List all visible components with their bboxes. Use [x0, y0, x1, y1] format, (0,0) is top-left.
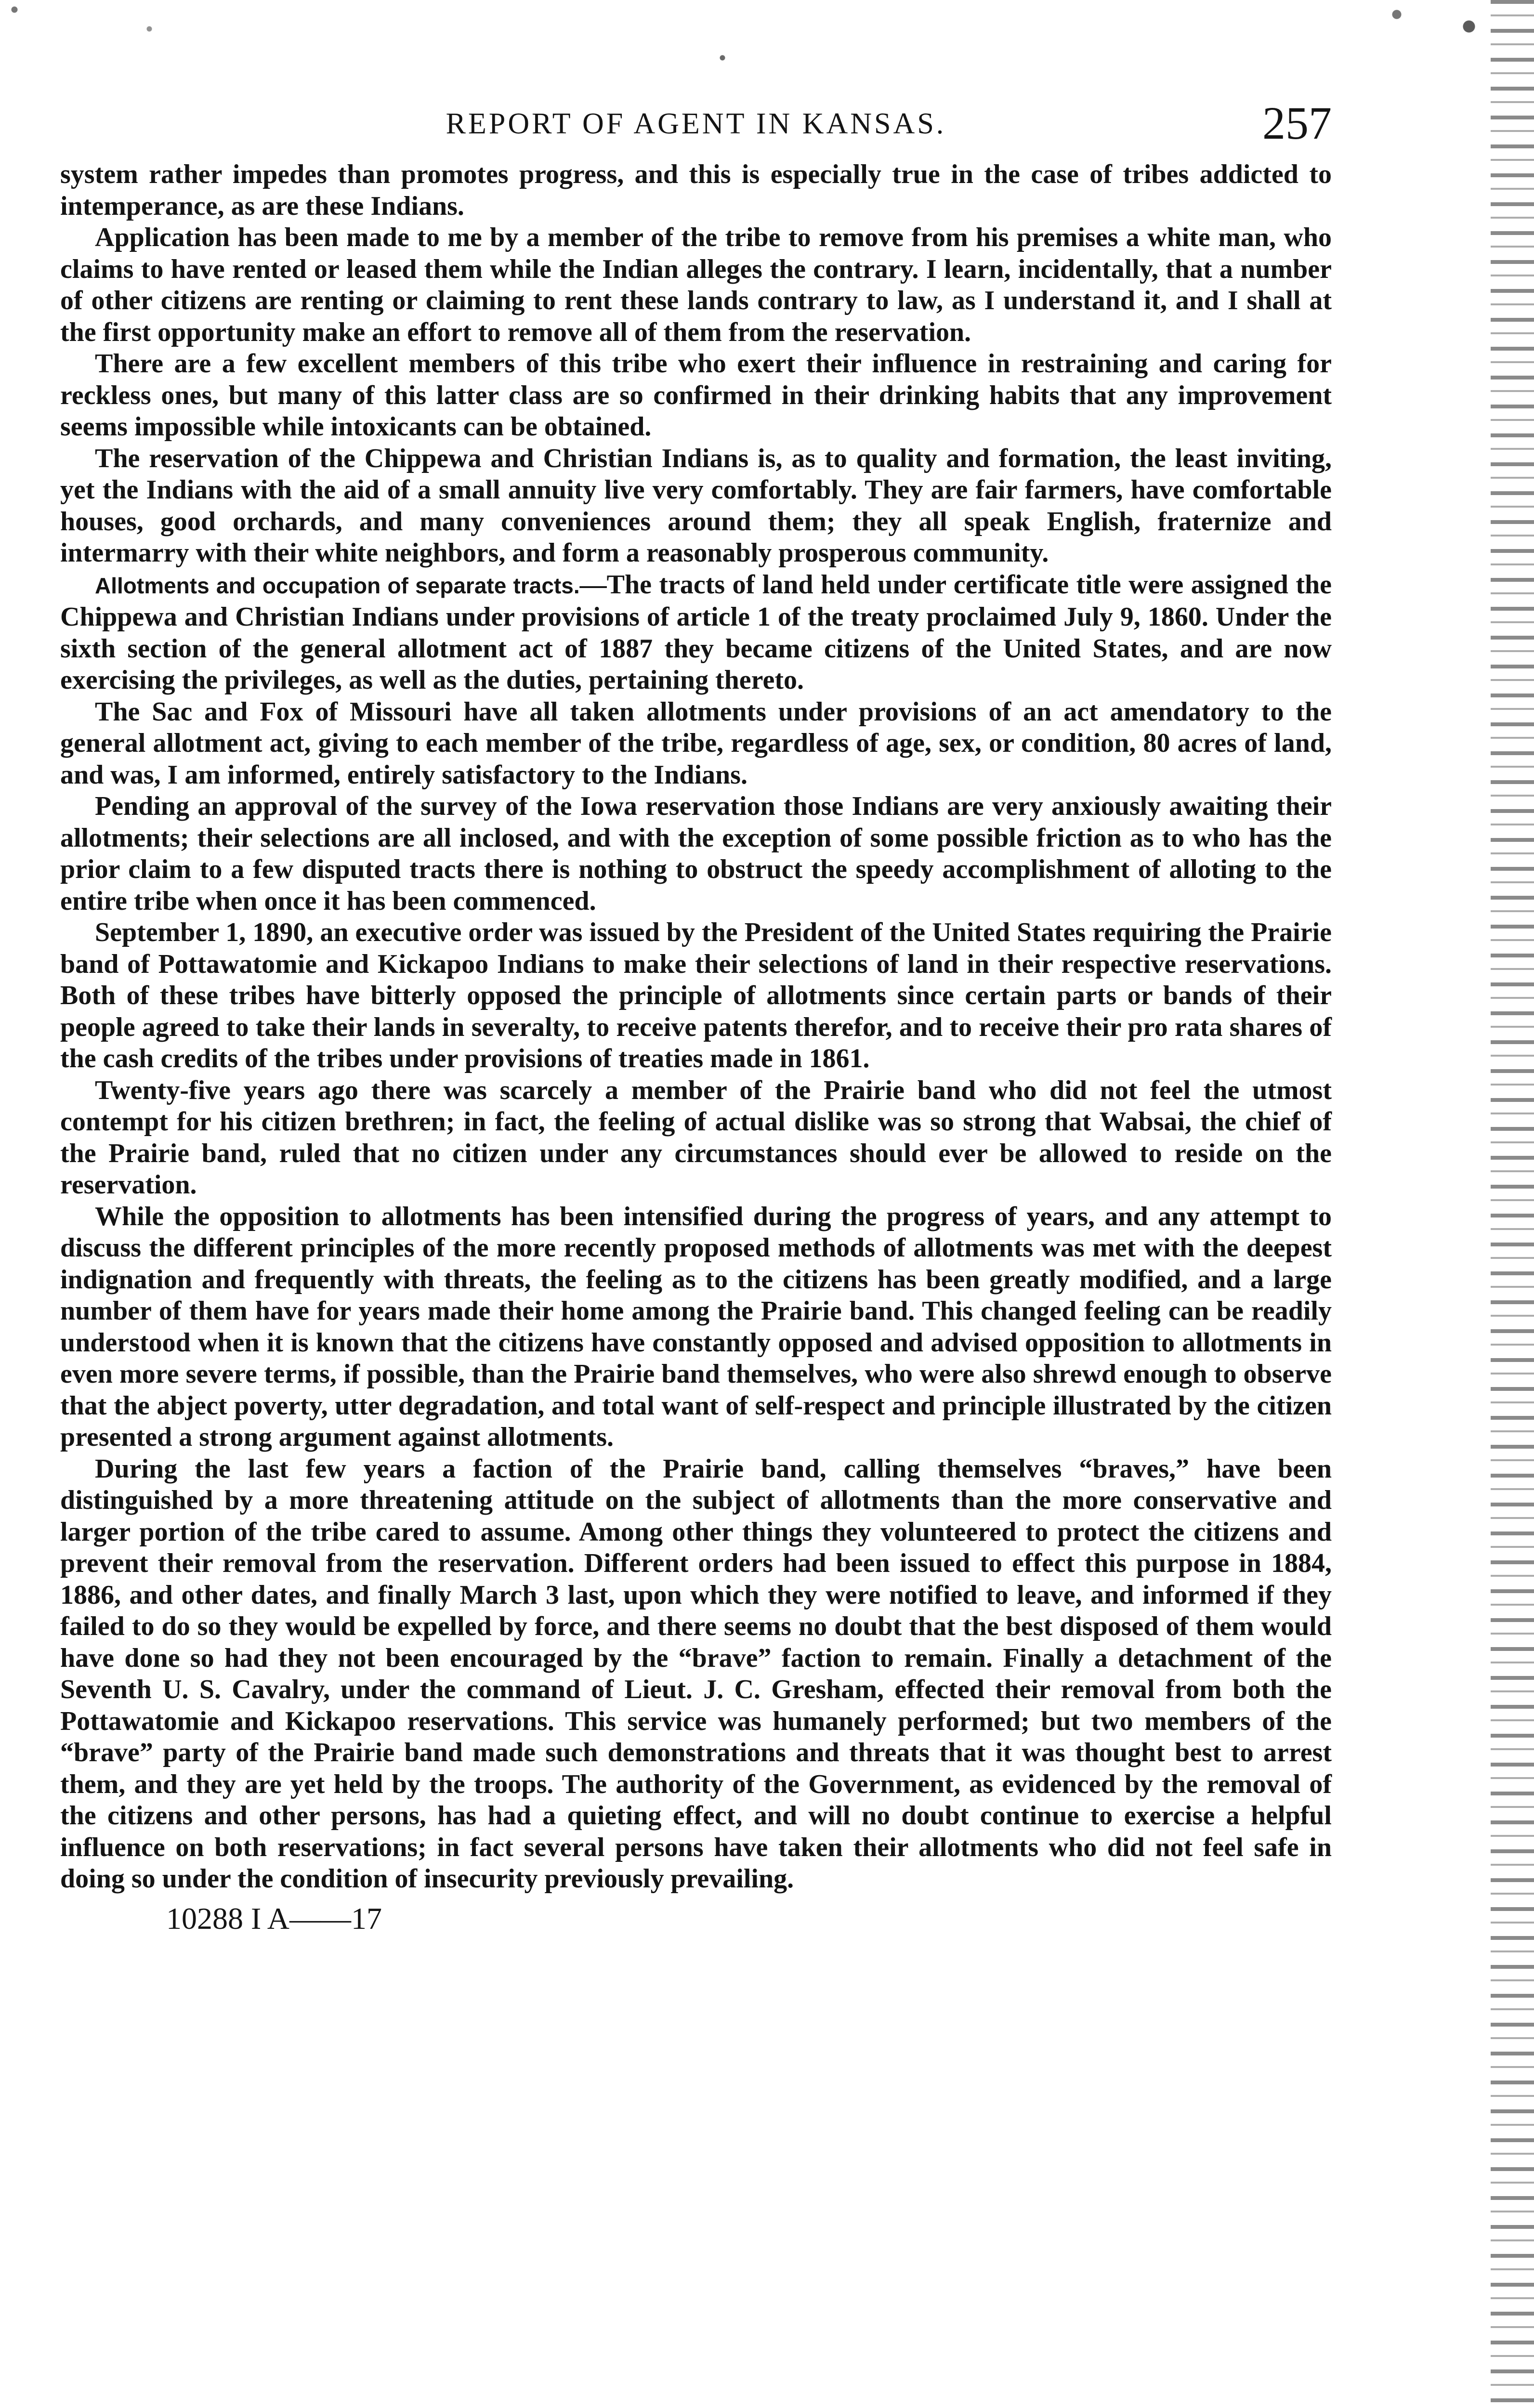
paragraph-with-sidehead [60, 569, 1332, 696]
running-title: REPORT OF AGENT IN KANSAS. [446, 107, 946, 140]
signature-mark: 10288 I A——17 [166, 1901, 382, 1936]
paragraph [60, 222, 1332, 348]
paragraph [60, 348, 1332, 443]
paragraph [60, 443, 1332, 569]
document-page [60, 96, 1332, 1937]
scan-noise-top [0, 0, 1534, 72]
scan-edge-shadow [1491, 0, 1534, 2408]
paragraph [60, 1453, 1332, 1895]
paragraph-text: The Sac and Fox of Missouri have all taken allotments under provisions of an act amendatory to the general allotment act, giving to each member of the tribe, regardless of age, sex, or condition, 80 acres of land, and was, I am informed, entirely satisfactory to the Indians. [60, 696, 1332, 790]
paragraph-text: There are a few excellent members of this tribe who exert their influence in restraining and caring for reckless ones, but many of this latter class are so confirmed in their drinking habits that any improvement seems impossible while intoxicants can be obtained. [60, 349, 1332, 442]
section-sidehead: Allotments and occupation of separate tracts. [95, 573, 580, 598]
paragraph [60, 696, 1332, 791]
paragraph [60, 1075, 1332, 1201]
paragraph-text: —The tracts of land held under certificate title were assigned the Chippewa and Christian Indians under provisions of article 1 of the treaty proclaimed July 9, 1860. Under the sixth section of the general allotment act of 1887 they became citizens of the United States, and are now exercising the privileges, as well as the duties, pertaining thereto. [60, 569, 1332, 695]
paragraph [60, 159, 1332, 222]
paragraph-text: system rather impedes than promotes progress, and this is especially true in the case of tribes addicted to intemperance, as are these Indians. [60, 159, 1332, 221]
paragraph-text: While the opposition to allotments has been intensified during the progress of years, and any attempt to discuss the different principles of the more recently proposed methods of allotments was met with the deepest indignation and frequently with threats, the feeling as to the citizens has been greatly modified, and a large number of them have for years made their home among the Prairie band. This changed feeling can be readily understood when it is known that the citizens have constantly opposed and advised opposition to allotments in even more severe terms, if possible, than the Prairie band themselves, who were also shrewd enough to observe that the abject poverty, utter degradation, and total want of self-respect and principle illustrated by the citizen presented a strong argument against allotments. [60, 1201, 1332, 1452]
paragraph [60, 791, 1332, 917]
paragraph-text: The reservation of the Chippewa and Christian Indians is, as to quality and formation, the least inviting, yet the Indians with the aid of a small annuity live very comfortably. They are fair farmers, have comfortable houses, good orchards, and many conveniences around them; they all speak English, fraternize and intermarry with their white neighbors, and form a reasonably prosperous community. [60, 443, 1332, 568]
page-number: 257 [1262, 97, 1332, 149]
running-header [60, 96, 1332, 159]
paragraph [60, 1201, 1332, 1453]
paragraph-text: Twenty-five years ago there was scarcely a member of the Prairie band who did not feel the utmost contempt for his citizen brethren; in fact, the feeling of actual dislike was so strong that Wabsai, the chief of the Prairie band, ruled that no citizen under any circumstances should ever be allowed to reside on the reservation. [60, 1075, 1332, 1200]
body-text [60, 159, 1332, 1895]
paragraph-text: September 1, 1890, an executive order was issued by the President of the United States requiring the Prairie band of Pottawatomie and Kickapoo Indians to make their selections of land in their respective reservations. Both of these tribes have bitterly opposed the principle of allotments since certain parts or bands of their people agreed to take their lands in severalty, to receive patents therefor, and to receive their pro rata shares of the cash credits of the tribes under provisions of treaties made in 1861. [60, 917, 1332, 1073]
paragraph-text: Application has been made to me by a member of the tribe to remove from his premises a white man, who claims to have rented or leased them while the Indian alleges the contrary. I learn, incidentally, that a number of other citizens are renting or claiming to rent these lands contrary to law, as I understand it, and I shall at the first opportunity make an effort to remove all of them from the reservation. [60, 222, 1332, 347]
paragraph [60, 917, 1332, 1075]
paragraph-text: During the last few years a faction of the Prairie band, calling themselves “braves,” have been distinguished by a more threatening attitude on the subject of allotments than the more conservative and larger portion of the tribe cared to assume. Among other things they volunteered to protect the citizens and prevent their removal from the reservation. Different orders had been issued to effect this purpose in 1884, 1886, and other dates, and finally March 3 last, upon which they were notified to leave, and informed if they failed to do so they would be expelled by force, and there seems no doubt that the best disposed of them would have done so had they not been encouraged by the “brave” faction to remain. Finally a detachment of the Seventh U. S. Cavalry, under the command of Lieut. J. C. Gresham, effected their removal from both the Pottawatomie and Kickapoo reservations. This service was humanely performed; but two members of the “brave” party of the Prairie band made such demonstrations and threats that it was thought best to arrest them, and they are yet held by the troops. The authority of the Government, as evidenced by the removal of the citizens and other persons, has had a quieting effect, and will no doubt continue to exercise a helpful influence on both reservations; in fact several persons have taken their allotments who did not feel safe in doing so under the condition of insecurity previously prevailing. [60, 1453, 1332, 1894]
paragraph-text: Pending an approval of the survey of the Iowa reservation those Indians are very anxiously awaiting their allotments; their selections are all inclosed, and with the exception of some possible friction as to who has the prior claim to a few disputed tracts there is nothing to obstruct the speedy accomplishment of alloting to the entire tribe when once it has been commenced. [60, 791, 1332, 916]
